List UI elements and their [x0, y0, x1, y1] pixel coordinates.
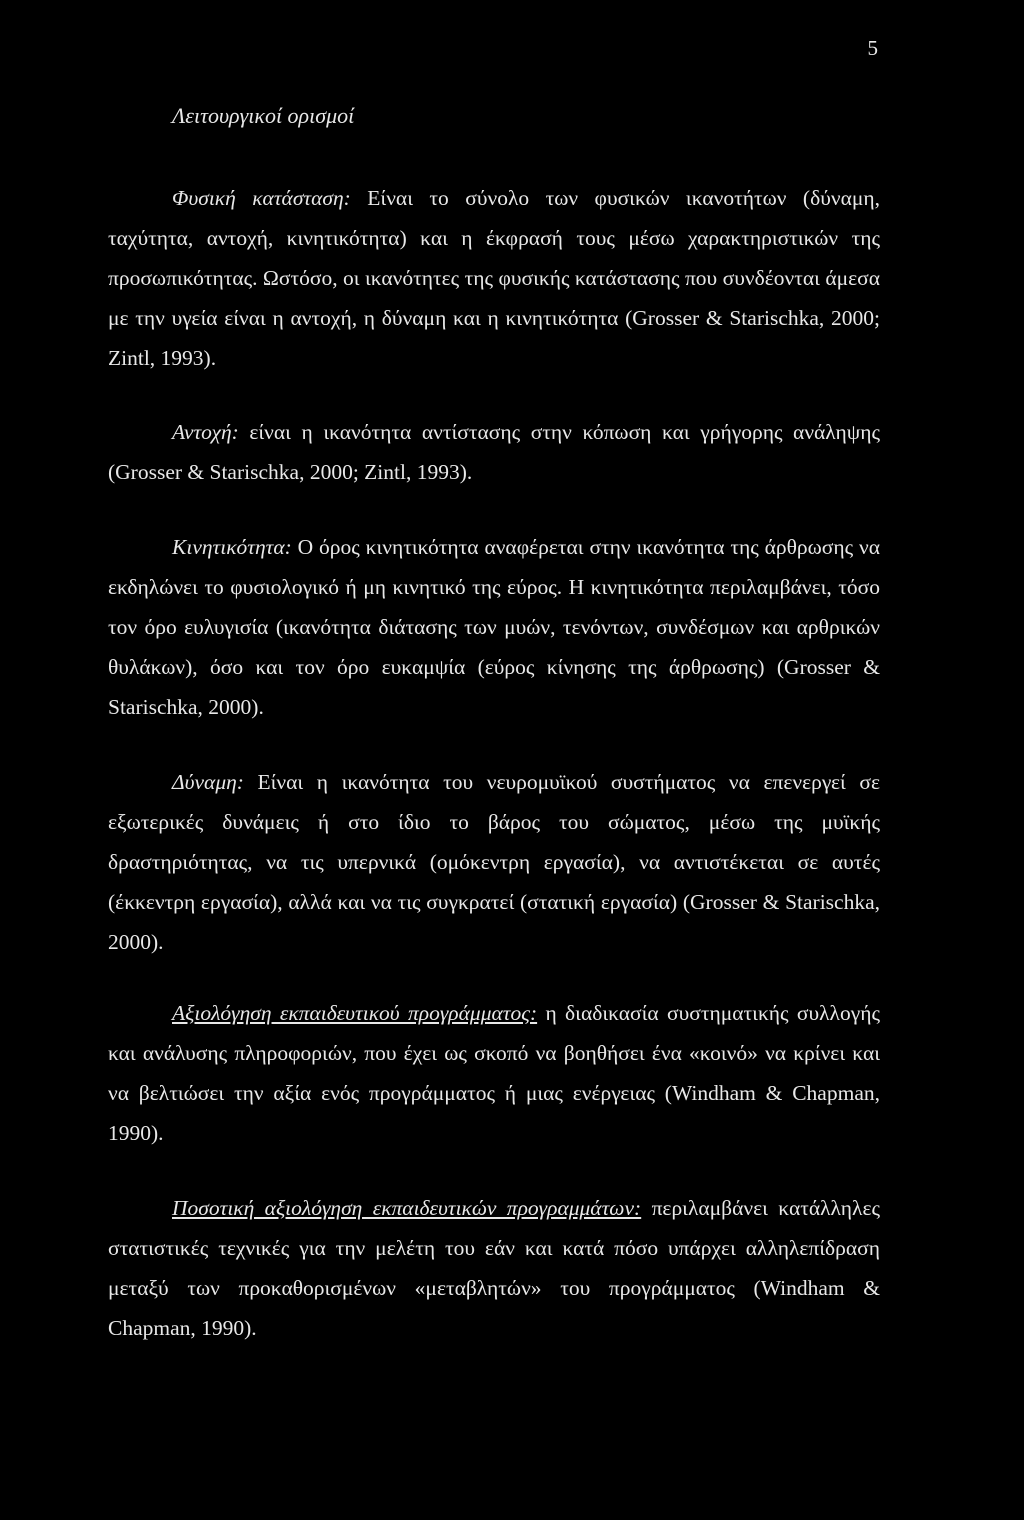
definition-program-evaluation: [108, 993, 880, 1153]
section-title: Λειτουργικοί ορισμοί: [172, 103, 355, 128]
definition-text: Είναι το σύνολο των φυσικών ικανοτήτων (δύναμη, ταχύτητα, αντοχή, κινητικότητα) και η έκφρασή τους μέσω χαρακτηριστικών της προσωπικότητας. Ωστόσο, οι ικανότητες της φυσικής κατάστασης που συνδέονται άμεσα με την υγεία είναι η αντοχή, η δύναμη και η κινητικότητα (Grosser & Starischka, 2000; Zintl, 1993).: [108, 186, 880, 370]
definition-text: Ο όρος κινητικότητα αναφέρεται στην ικανότητα της άρθρωσης να εκδηλώνει το φυσιολογικό ή μη κινητικό της εύρος. Η κινητικότητα περιλαμβάνει, τόσο τον όρο ευλυγισία (ικανότητα διάτασης των μυών, τενόντων, συνδέσμων και αρθρικών θυλάκων), όσο και τον όρο ευκαμψία (εύρος κίνησης της άρθρωσης) (Grosser & Starischka, 2000).: [108, 535, 880, 719]
definition-quantitative-evaluation: [108, 1188, 880, 1348]
definition-text: Είναι η ικανότητα του νευρομυϊκού συστήματος να επενεργεί σε εξωτερικές δυνάμεις ή στο ίδιο το βάρος του σώματος, μέσω της μυϊκής δραστηριότητας, να τις υπερνικά (ομόκεντρη εργασία), να αντιστέκεται σε αυτές (έκκεντρη εργασία), αλλά και να τις συγκρατεί (στατική εργασία) (Grosser & Starischka, 2000).: [108, 770, 880, 954]
definition-endurance: [108, 412, 880, 492]
term-quantitative-evaluation: Ποσοτική αξιολόγηση εκπαιδευτικών προγραμμάτων:: [172, 1196, 642, 1220]
definition-text: είναι η ικανότητα αντίστασης στην κόπωση και γρήγορης ανάληψης (Grosser & Starischka, 2000; Zintl, 1993).: [108, 420, 880, 484]
page-number: 5: [867, 36, 878, 60]
definition-physical-condition: [108, 178, 880, 378]
term-endurance: Αντοχή:: [172, 420, 239, 444]
term-mobility: Κινητικότητα:: [172, 535, 292, 559]
term-strength: Δύναμη:: [172, 770, 244, 794]
term-program-evaluation: Αξιολόγηση εκπαιδευτικού προγράμματος:: [172, 1001, 538, 1025]
definition-strength: [108, 762, 880, 962]
definition-mobility: [108, 527, 880, 727]
definition-text: περιλαμβάνει κατάλληλες στατιστικές τεχνικές για την μελέτη του εάν και κατά πόσο υπάρχει αλληλεπίδραση μεταξύ των προκαθορισμένων «μεταβλητών» του προγράμματος (Windham & Chapman, 1990).: [108, 1196, 880, 1340]
term-physical-condition: Φυσική κατάσταση:: [172, 186, 351, 210]
definition-text: η διαδικασία συστηματικής συλλογής και ανάλυσης πληροφοριών, που έχει ως σκοπό να βοηθήσει ένα «κοινό» να κρίνει και να βελτιώσει την αξία ενός προγράμματος ή μιας ενέργειας (Windham & Chapman, 1990).: [108, 1001, 880, 1145]
